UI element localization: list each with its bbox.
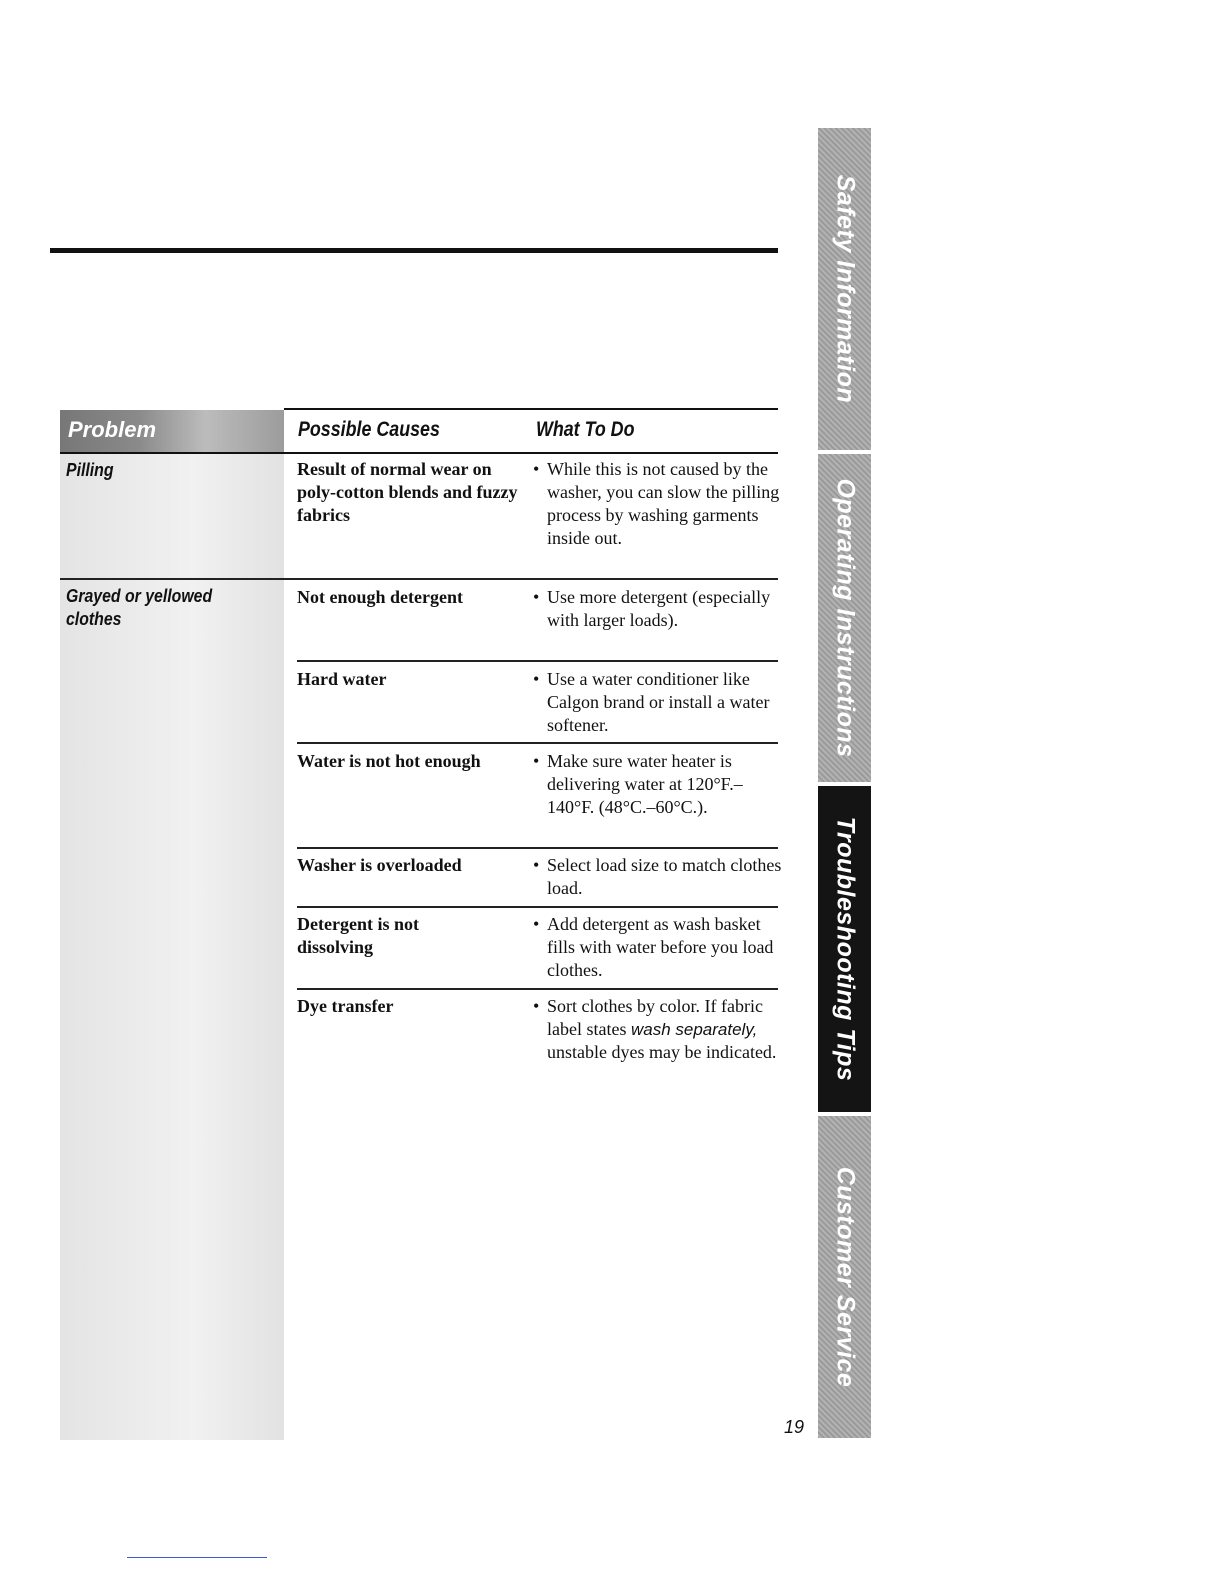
todo-content: Add detergent as wash basket fills with water before you load clothes. — [547, 914, 774, 980]
todo-text — [533, 458, 792, 550]
tab-label: Operating Instructions — [831, 478, 859, 758]
tab-customer-service[interactable] — [818, 1116, 871, 1438]
bullet-icon: • — [533, 914, 540, 934]
todo-content: Select load size to match clothes load. — [547, 855, 782, 898]
bullet-icon: • — [533, 751, 540, 771]
tab-operating-instructions[interactable] — [818, 454, 871, 782]
bullet-icon: • — [533, 587, 540, 607]
row-divider — [297, 906, 778, 908]
header-bottom-line — [60, 452, 778, 454]
tab-safety-information[interactable] — [818, 128, 871, 450]
row-divider — [297, 742, 778, 744]
todo-content: Use a water conditioner like Calgon brand or install a water softener. — [547, 669, 770, 735]
todo-text — [533, 913, 792, 982]
problem-header — [60, 410, 284, 452]
bullet-icon: • — [533, 669, 540, 689]
top-rule — [50, 248, 778, 253]
problem-pilling: Pilling — [66, 460, 114, 480]
cause-text: Dye transfer — [297, 996, 394, 1016]
problem-column — [60, 410, 284, 1440]
todo-content: Make sure water heater is delivering water at 120°F.–140°F. (48°C.–60°C.). — [547, 751, 743, 817]
todo-text — [533, 995, 792, 1064]
todo-text — [533, 586, 792, 632]
tab-label: Customer Service — [831, 1166, 859, 1388]
tab-label: Safety Information — [831, 174, 859, 404]
row-divider — [297, 847, 778, 849]
problem-header-label: Problem — [68, 417, 157, 442]
todo-header: What To Do — [536, 418, 635, 441]
cause-text: Not enough detergent — [297, 587, 463, 607]
todo-text — [533, 854, 792, 900]
todo-content-italic: wash separately, — [630, 1020, 758, 1039]
todo-text — [533, 750, 782, 819]
bullet-icon: • — [533, 459, 540, 479]
row-divider — [297, 660, 778, 662]
problem-grayed: Grayed or yellowed clothes — [66, 586, 213, 629]
tab-label: Troubleshooting Tips — [831, 816, 859, 1082]
todo-content-start: Sort clothes by color. If fabric label states — [547, 996, 763, 1039]
bullet-icon: • — [533, 855, 540, 875]
todo-text — [533, 668, 792, 737]
cause-text: Detergent is not dissolving — [297, 914, 419, 957]
cause-text: Hard water — [297, 669, 387, 689]
row-divider — [297, 988, 778, 990]
row-divider — [60, 578, 778, 580]
cause-text: Water is not hot enough — [297, 751, 481, 771]
todo-content: Use more detergent (especially with larger loads). — [547, 587, 771, 630]
footer-rule — [127, 1557, 267, 1558]
tab-troubleshooting-tips[interactable] — [818, 786, 871, 1112]
page-number: 19 — [784, 1417, 805, 1437]
bullet-icon: • — [533, 996, 540, 1016]
causes-header: Possible Causes — [298, 418, 440, 441]
header-top-line — [284, 408, 778, 410]
cause-text: Washer is overloaded — [297, 855, 462, 875]
todo-content: While this is not caused by the washer, you can slow the pilling process by washing garments inside out. — [547, 459, 780, 548]
todo-content-end: unstable dyes may be indicated. — [547, 1042, 777, 1062]
cause-text: Result of normal wear on poly-cotton blends and fuzzy fabrics — [297, 459, 518, 525]
